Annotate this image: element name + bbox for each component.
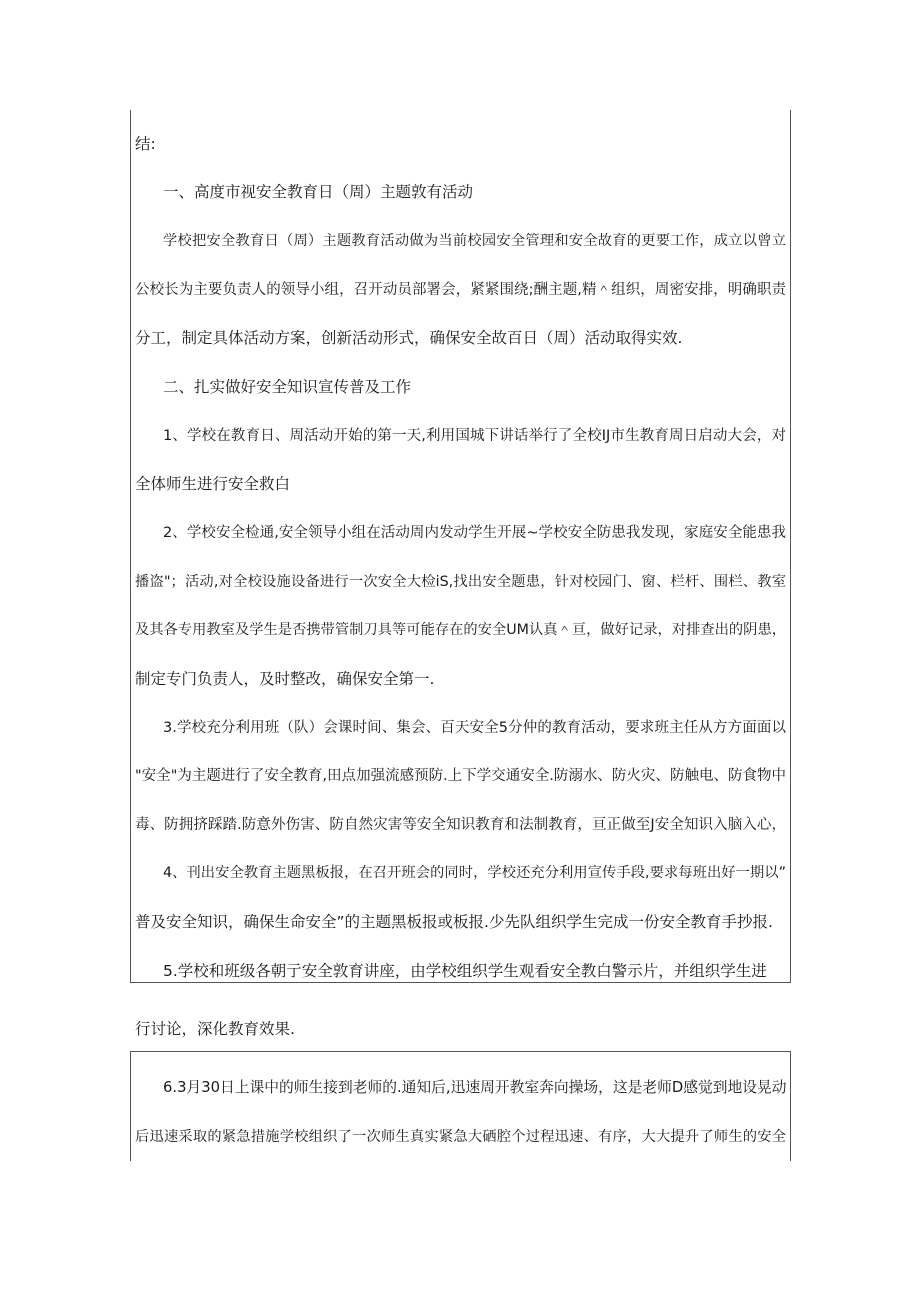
paragraph-line: 4、刊出安全教育主题黑板报，在召开班会的同时，学校还充分利用宣传手段,要求每班出好一期以” [163,865,786,881]
section-heading-1: 一、高度市视安全教育日（周）主题敦有活动 [163,183,474,201]
paragraph-line: "安全"为主题进行了安全教育,田点加强流感预防.上下学交通安全.防溺水、防火灾、防触电、防食物中 [135,768,786,784]
paragraph-line: 学校把安全教育日（周）主题教育活动做为当前校园安全管理和安全故育的更要工作，成立以曾立 [163,233,786,249]
paragraph-line: 5.学校和班级各朝亍安全敦育讲座，由学校组织学生观看安全教白警示片，并组织学生进 [163,962,767,980]
paragraph-line: 6.3月30日上课中的师生接到老师的.通知后,迅速周开教室奔向操场，这是老师D感觉到地设晃动 [163,1079,787,1096]
paragraph-line: 毒、防拥挤踩踏.防意外伤害、防自然灾害等安全知识教育和法制教育，亘正做至J安全知识入脑入心， [135,817,786,833]
paragraph-line: 后迅速采取的紧急措施学校组织了一次师生真实紧急大硒腔个过程迅速、有序，大大提升了师生的安全 [135,1129,786,1145]
paragraph-line: 1、学校在教育日、周活动开始的第一天,利用国城下讲话举行了全校IJ市生教育周日启动大会，对 [163,428,786,444]
paragraph-line: 分工，制定具体活动方案，创新活动形式，确保安全故百日（周）活动取得实效. [135,329,683,347]
paragraph-line: 行讨论，深化教育效果. [135,1020,295,1038]
paragraph-line: 3.学校充分利用班（队）会课时间、集会、百天安全5分仲的教育活动，要求班主任从方方面面以 [163,720,786,736]
paragraph-line: 全体师生进行安全救白 [135,475,291,493]
paragraph-line: 播盗"；活动,对全校设施设备进行一次安全大检iS,找出安全题患，针对校园门、窗、栏杆、围栏、教室 [135,574,786,590]
paragraph-line: 2、学校安全检通,安全领导小组在活动周内发动学生开展~学校安全防患我发现，家庭安全能患我 [163,525,786,541]
paragraph-line: 及其各专用教室及学生是否携带管制刀具等可能存在的安全UM认真＾亘，做好记录，对排查出的阴患， [135,622,786,638]
text-line: 结: [135,135,156,153]
section-heading-2: 二、扎实做好安全知识宣传普及工作 [163,378,412,396]
paragraph-line: 普及安全知识，确保生命安全”的主题黑板报或板报.少先队组织学生完成一份安全教育手抄报. [135,913,773,931]
paragraph-line: 公校长为主要负责人的领导小组，召开动员部署会，紧紧围绕;酬主题,精＾组织，周密安排，明确职责 [135,282,786,298]
paragraph-line: 制定专门负责人，及时整改，确保安全第一. [135,670,435,688]
